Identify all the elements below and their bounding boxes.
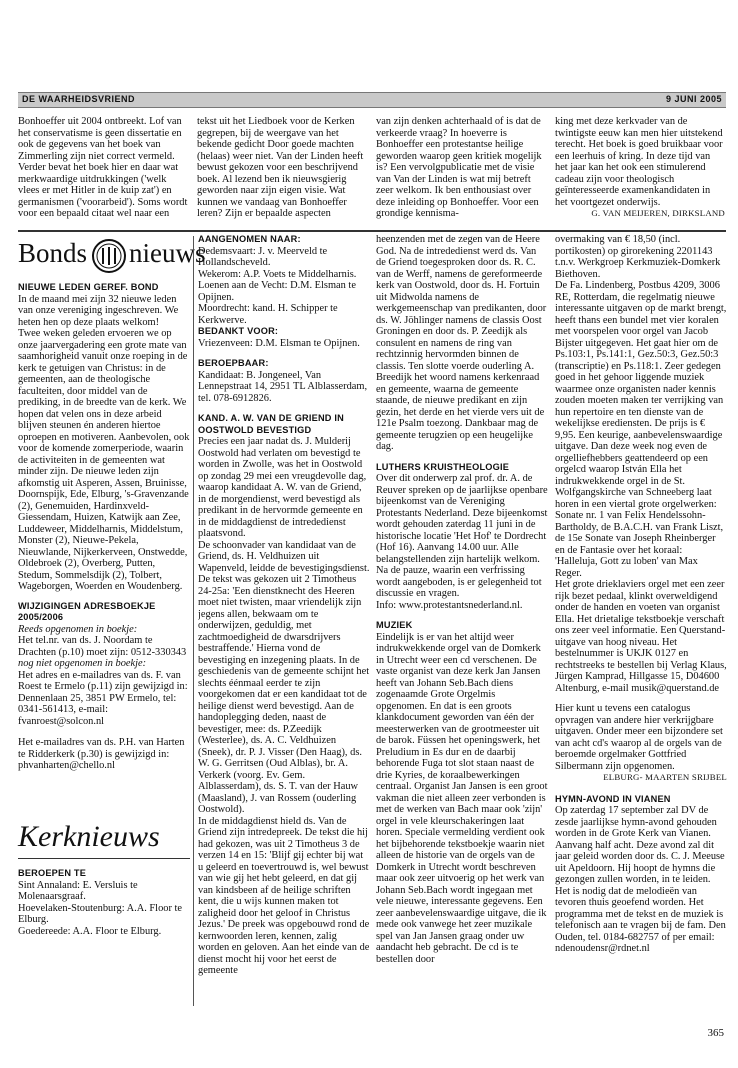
emblem-icon [91,238,127,274]
heading-luther: LUTHERS KRUISTHEOLOGIE [376,461,510,472]
bondsnieuws-column [18,282,190,812]
page-number: 365 [707,1027,724,1039]
top-column-4 [555,116,725,228]
paragraph: Info: www.protestantsnederland.nl. [376,599,523,611]
heading-address-changes: WIJZIGINGEN ADRESBOEKJE 2005/2006 [18,600,156,622]
paragraph: Op zaterdag 17 september zal DV de zesde jaarlijkse hymn-avond gehouden worden in de Grote Kerk van Vianen. Aanvang half acht. Deze avond zal dit jaar geleid worden door ds. C. J. Meeuse uit Apeldoorn. Hij hoopt de hymns die gezongen zullen worden, in te leiden. Het is nodig dat de melodieën van tevoren thuis geoefend worden. Het programma met de tekst en de muziek is telefonisch aan te vragen bij de fam. Den Ouden, tel. 0184-682757 of per email: ndenoudensr@rdnet.nl [555,805,726,954]
paragraph: Het adres en e-mailadres van ds. F. van Roest te Ermelo (p.11) zijn gewijzigd in: Dennenlaan 25, 3851 PW Ermelo, tel: 0341-561413, e-mail: fvanroest@solcon.nl [18,669,188,727]
paragraph: Het e-mailadres van ds. P.H. van Harten te Ridderkerk (p.30) is gewijzigd in: phvanharten@chello.nl [18,737,185,771]
column-3 [376,234,548,1024]
heading-eligible: BEROEPBAAR: [198,358,269,368]
heading-declined: BEDANKT VOOR: [198,326,279,336]
paragraph: Hoevelaken-Stoutenburg: A.A. Floor te Elburg. [18,902,183,925]
paragraph: Vriezenveen: D.M. Elsman te Opijnen. [198,337,360,349]
heading-hymn-evening: HYMN-AVOND IN VIANEN [555,793,671,804]
review-signature: G. VAN MEIJEREN, DIRKSLAND [591,208,725,218]
paragraph: Dedemsvaart: J. v. Meerveld te Hollandscheveld. [198,245,328,268]
running-header [18,92,726,108]
heading-new-members: NIEUWE LEDEN GEREF. BOND [18,282,159,292]
top-text-2: tekst uit het Liedboek voor de Kerken gegrepen, bij de weergave van het bekende gedicht Door goede machten (helaas) weer niet. Van der Linden heeft bewust gekozen voor een beschrijvend boek. Al lezend ben ik nieuwsgierig geworden naar zijn eigen visie. Wat kunnen we vandaag van Bonhoeffer leren? Zijn er bepaalde aspecten [197,116,364,219]
heading-called: BEROEPEN TE [18,868,87,878]
paragraph: overmaking van € 18,50 (incl. portikosten) op girorekening 2201143 t.n.v. Werkgroep Kerkmuziek-Domkerk Biethoven. [555,234,721,280]
top-text-3: van zijn denken achterhaald of is dat de verkeerde vraag? In hoeverre is Bonhoeffer een protestantse heilige geworden waarop geen kritiek mogelijk is? Een vervolgpublicatie met de visie van Van der Linden is wat mij betreft zeer welkom. Ik ben enthousiast over deze inleiding op Bonhoeffer. Voor een grondige kennisma- [376,116,542,219]
logo-text-right: nieuws [129,238,206,268]
paragraph: Precies een jaar nadat ds. J. Mulderij Oostwold had verlaten om bevestigd te worden in Zwolle, was het in Oostwold op zondag 29 mei een vreugdevolle dag, waarop kandidaat A. W. van de Griend, in de morgendienst, werd bevestigd als predikant in de hervormde gemeente en in de middagdienst de intrededienst plaatsvond. [198,436,367,539]
paragraph: Over dit onderwerp zal prof. dr. A. de Reuver spreken op de jaarlijkse openbare bijeenkomst van de Vereniging Protestants Nederland. Deze bijeenkomst wordt gehouden zaterdag 11 juni in de historische locatie 'Het Hof' te Dordrecht (Hof 16). Aanvang 14.00 uur. Alle belangstellenden zijn hartelijk welkom. Na de pauze, waarin een verfrissing wordt aangeboden, is er gelegenheid tot discussie en vragen. [376,473,548,599]
subheading: Reeds opgenomen in boekje: [18,623,138,635]
paragraph: Loenen aan de Vecht: D.M. Elsman te Opijnen. [198,280,356,303]
bondsnieuws-logo [18,236,218,276]
paragraph: Hier kunt u tevens een catalogus opvragen van andere hier verkrijgbare uitgaven. Onder meer een bijzondere set van acht cd's waarop al de orgels van de beroemde orgelmaker Gottfried Silbermann zijn opgenomen. [555,703,723,772]
paragraph: Het grote drieklaviers orgel met een zeer rijk bezet pedaal, klinkt overweldigend onder de handen en voeten van organist Ella. Het drietalige tekstboekje verschaft ons zeer veel informatie. Een Querstand-uitgave van hoog niveau. Het bestelnummer is UKJK 0127 en rechtstreeks te bestellen bij Verlag Klaus, Jürgen Kamprad, Hillgasse 15, D04600 Altenburg, e-mail musik@querstand.de [555,579,727,694]
paragraph: In de maand mei zijn 32 nieuwe leden van onze vereniging ingeschreven. We heten hen op deze plaats welkom! [18,293,179,328]
kerknieuws-rule [18,858,190,859]
top-column-3 [376,116,546,228]
top-text-1: Bonhoeffer uit 2004 ontbreekt. Lof van het conservatisme is geen dissertatie en ook de gegevens van het boek van Zimmerling zijn niet correct vermeld. Verder bevat het boek hier en daar wat merkwaardige uitdrukkingen ('welk vlees er met Hitler in de kuip zat') en germanismen ('voorarbeid'). Soms wordt voor een bepaald citaat wel naar een [18,116,188,219]
logo-text-left: Bonds [18,238,88,268]
paragraph: Kandidaat: B. Jongeneel, Van Lennepstraat 14, 2951 TL Alblasserdam, tel. 078-6912826. [198,369,368,404]
top-column-1 [18,116,188,228]
column-4 [555,234,727,1024]
issue-date: 9 JUNI 2005 [665,94,722,104]
paragraph: De schoonvader van kandidaat van de Griend, ds. H. Veldhuizen uit Wapenveld, leidde de bevestigingsdienst. De tekst was gekozen uit 2 Timotheus 24-25a: 'Een dienstknecht des Heeren moet niet twisten, maar vriendelijk zijn jegens allen, bekwaam om te onderwijzen, geduldig, met zachtmoedigheid de dwarsdrijvers bestraffende.' Hierna vond de bevestiging en inzegening plaats. In de geschiedenis van de gemeente schijnt het slechts éénmaal eerder te zijn voorgekomen dat er een kandidaat tot de heilige dienst werd bevestigd. Aan de handoplegging deden, naast de bevestiger, mee: ds. P.Zeedijk (Westerlee), ds. A. C. Veldhuizen (Sneek), dr. P. J. Visser (Den Haag), ds. W. G. Gerritsen (Oud Alblas), br. A. Verkerk (voorg. Ev. Gem. Alblasserdam), ds. S. T. van der Hauw (Maasland), J. van Rossem (ouderling Oostwold). [198,539,370,815]
top-text-4: king met deze kerkvader van de twintigste eeuw kan men hier uitstekend terecht. Het boek is goed bruikbaar voor een leerhuis of kring. In deze tijd van het jaar kan het ook een stimulerend cadeau zijn voor theologisch geïnteresseerde examenkandidaten in het voortgezet onderwijs. [555,116,723,208]
section-divider [18,230,726,232]
paragraph: In de middagdienst hield ds. Van de Griend zijn intredepreek. De tekst die hij had gekozen, was uit 2 Timotheus 3 de verzen 14 en 15: 'Blijf gij echter bij wat u geleerd en toevertrouwd is, wel bewust van wie gij het hebt geleerd, en dat gij van kindsbeen af de heilige schriften kent, die u wijs kunnen maken tot zaligheid door het geloof in Christus Jezus.' De preek was opgebouwd rond de kernwoorden leren, kennen, zalig worden en geloven. Aan het einde van de dienst mocht hij voor het eerst de gemeente [198,815,370,976]
column-divider [193,236,194,1006]
music-signature: ELBURG- MAARTEN SRIJBEL [603,772,727,782]
paragraph: Het tel.nr. van ds. J. Noordam te Drachten (p.10) moet zijn: 0512-330343 [18,635,187,658]
paragraph: Moordrecht: kand. H. Schipper te Kerkwerve. [198,303,338,326]
paragraph: De Fa. Lindenberg, Postbus 4209, 3006 RE, Rotterdam, die regelmatig nieuwe interessante uitgaven op de markt brengt, heeft thans een bundel met vier koralen met voorspelen voor orgel van Jacob Bijster uitgegeven. Het gaat hier om de Ps.103:1, Ps.141:1, Gez.50:3, Gez.50:3 (transcriptie) en Ps.118:1. Zeer gedegen goed in het gehoor liggende muziek waarmee onze organisten nader kennis zouden moeten maken ter verrijking van hun repertoire en ten dienste van de wekelijkse erediensten. De prijs is € 9,95. Een keurige, aanbevelenswaardige uitgave. Dan deze week nog even de orgelliefhebbers geattendeerd op een orgelcd waarop István Ella het indrukwekkende orgel in de St. Wolfgangskirche van Schneeberg laat horen in een viertal grote orgelwerken: Sonate nr. 1 van Felix Hendelssohn-Bartholdy, de B.A.C.H. van Frank Liszt, de 15e Sonate van Joseph Rheinberger en de Fantasie over het koraal: 'Halleluja, Gott zu loben' van Max Reger. [555,280,727,579]
kerknieuws-column [18,868,190,988]
heading-music: MUZIEK [376,620,413,630]
paragraph: Wekerom: A.P. Voets te Middelharnis. [198,268,357,280]
top-column-2 [197,116,367,228]
heading-ordination: KAND. A. W. VAN DE GRIEND IN OOSTWOLD BEVESTIGD [198,413,344,435]
column-2 [198,234,370,1024]
heading-accepted: AANGENOMEN NAAR: [198,234,301,244]
paragraph: Twee weken geleden ervoeren we op onze jaarvergadering een grote mate van saamhorigheid vanuit onze roeping in de kerk te getuigen van Christus: in de gemeenten, aan de theologische faculteiten, door middel van de prediking, in de breedte van de kerk. We hopen dat velen ons in deze arbeid blijven steunen én anderen hiertoe oproepen en motiveren. Aanbevolen, ook voor de komende zomerperiode, waarin de activiteiten in de gemeenten wat minder zijn. De nieuwe leden zijn afkomstig uit Asperen, Assen, Bruinisse, Doornspijk, Ede, Elburg, 's-Gravenzande (2), Genemuiden, Hardinxveld-Giessendam, Huizen, Katwijk aan Zee, Luddeweer, Middelharnis, Middelstum, Monster (2), Nieuwe-Pekela, Nieuwlande, Nijkerkerveen, Onstwedde, Oldebroek (2), Overberg, Putten, Stedum, Sommelsdijk (2), Tolbert, Wageborgen, Woerden en Woudenberg. [18,328,190,592]
paragraph: Goedereede: A.A. Floor te Elburg. [18,925,162,937]
paragraph: heenzenden met de zegen van de Heere God. Na de intrededienst werd ds. Van de Griend toegesproken door ds. R. C. van de Werff, namens de gereformeerde kerk van Oostwold, door ds. H. Fortuin uit Midwolda namens de werkgemeenschap van predikanten, door ds. W. Jöhlinger namens de classis Oost Groningen en door ds. P. Zeedijk als consulent en namens de ring van rechtzinnig hervormden binnen de classis. Ten slotte voerde ouderling A. Breedijk het woord namens kerkenraad en gemeente, waarna de gemeente staande, de nieuwe predikant en zijn gezin, het derde en het vierde vers uit de 121e Psalm toezong. Dankbaar mag de gemeente terugzien op een heugelijke dag. [376,234,547,452]
paragraph: Eindelijk is er van het altijd weer indrukwekkende orgel van de Domkerk in Utrecht weer een cd verschenen. De vaste organist van deze kerk Jan Jansen heeft van Johann Seb.Bach diens zogenaamde Grote Orgelmis opgenomen. En dat is een groots klankdocument geworden van één der meesterwerken van de grootmeester uit de barok. Füssen het openingswerk, het Preludium in Es dur en de daarbij behorende Fuga tot slot staan naast de drie Kyries, de koraalbewerkingen centraal. Organist Jan Jansen is een groot vakman die niet alleen zeer verbonden is met de werken van Bach maar ook 'zijn' orgel in vele kleurschakeringen laat horen. Speciale vermelding verdient ook het bijbehorende tekstboekje waarin niet alleen de historie van de orgels van de Domkerk in Utrecht wordt beschreven maar ook zeer uitvoerig op het werk van Johann Seb.Bach wordt ingegaan met vele nieuwe, interessante gegevens. Een zeer aanbevelenswaardige uitgave, die ik mede ook vanwege het zeer muzikale spel van Jan Jansen graag onder uw aandacht heb gebracht. De cd is te bestellen door [376,631,548,965]
subheading: nog niet opgenomen in boekje: [18,658,147,669]
publication-name: DE WAARHEIDSVRIEND [22,94,136,104]
paragraph: Sint Annaland: E. Versluis te Molenaarsgraaf. [18,879,138,902]
kerknieuws-title: Kerknieuws [18,820,160,853]
